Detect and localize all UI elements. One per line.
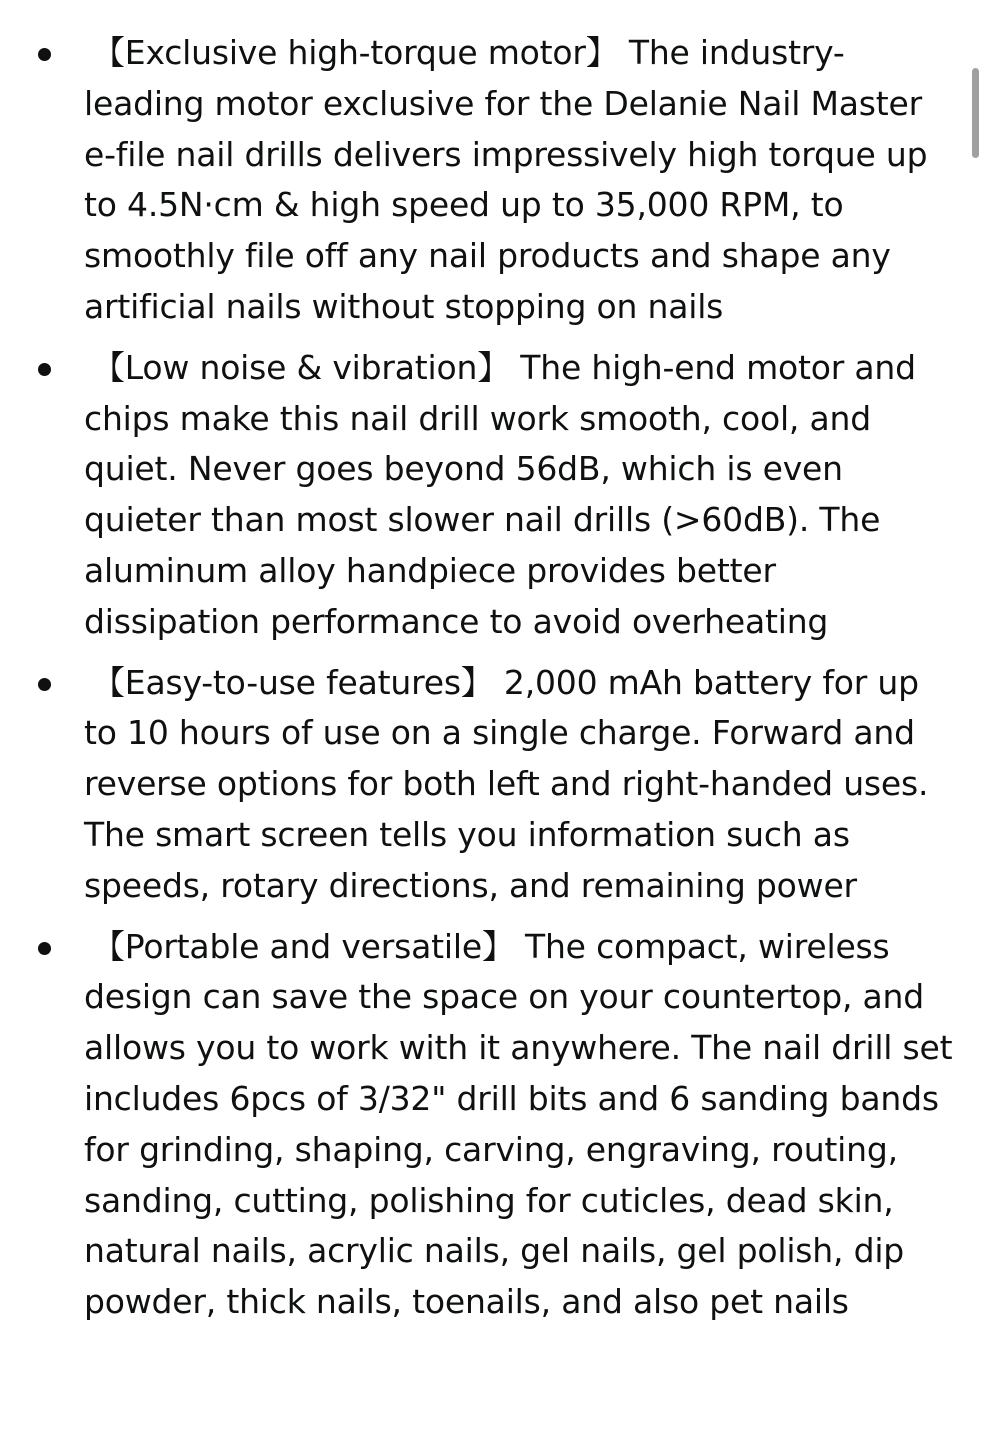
feature-text: The compact, wireless design can save the space on your countertop, and allows you to work with it anywhere. The nail drill set includes 6pcs of 3/32" drill bits and 6 sanding bands for grinding, shaping, carving, engraving, routing, sanding, cutting, polishing for cuticles, dead skin, natural nails, acrylic nails, gel nails, gel polish, dip powder, thick nails, toenails, and also pet nails xyxy=(84,926,953,1322)
bullet-icon xyxy=(38,678,51,691)
feature-heading: 【Exclusive high-torque motor】 xyxy=(92,33,619,72)
feature-heading: 【Low noise & vibration】 xyxy=(92,347,511,387)
feature-heading: 【Portable and versatile】 xyxy=(92,926,515,966)
feature-text: The high-end motor and chips make this nail drill work smooth, cool, and quiet. Never goes beyond 56dB, which is even quieter than most slower nail drills (>60dB). The aluminum alloy handpiece provides better dissipation performance to avoid overheating xyxy=(84,347,916,641)
feature-bullet-list xyxy=(0,28,988,1338)
bullet-icon xyxy=(38,363,51,376)
feature-item-motor xyxy=(0,28,988,333)
feature-text: The industry-leading motor exclusive for the Delanie Nail Master e-file nail drills delivers impressively high torque up to 4.5N·cm & high speed up to 35,000 RPM, to smoothly file off any nail products and shape any artificial nails without stopping on nails xyxy=(84,33,928,326)
scrollbar-thumb[interactable] xyxy=(972,68,979,158)
feature-heading: 【Easy-to-use features】 xyxy=(92,662,494,702)
bullet-icon xyxy=(38,48,51,61)
feature-item-features xyxy=(0,658,988,912)
bullet-icon xyxy=(38,942,51,955)
feature-text: 2,000 mAh battery for up to 10 hours of use on a single charge. Forward and reverse options for both left and right-handed uses. The smart screen tells you information such as speeds, rotary directions, and remaining power xyxy=(84,662,929,905)
feature-item-portable xyxy=(0,922,988,1328)
feature-item-noise xyxy=(0,343,988,648)
